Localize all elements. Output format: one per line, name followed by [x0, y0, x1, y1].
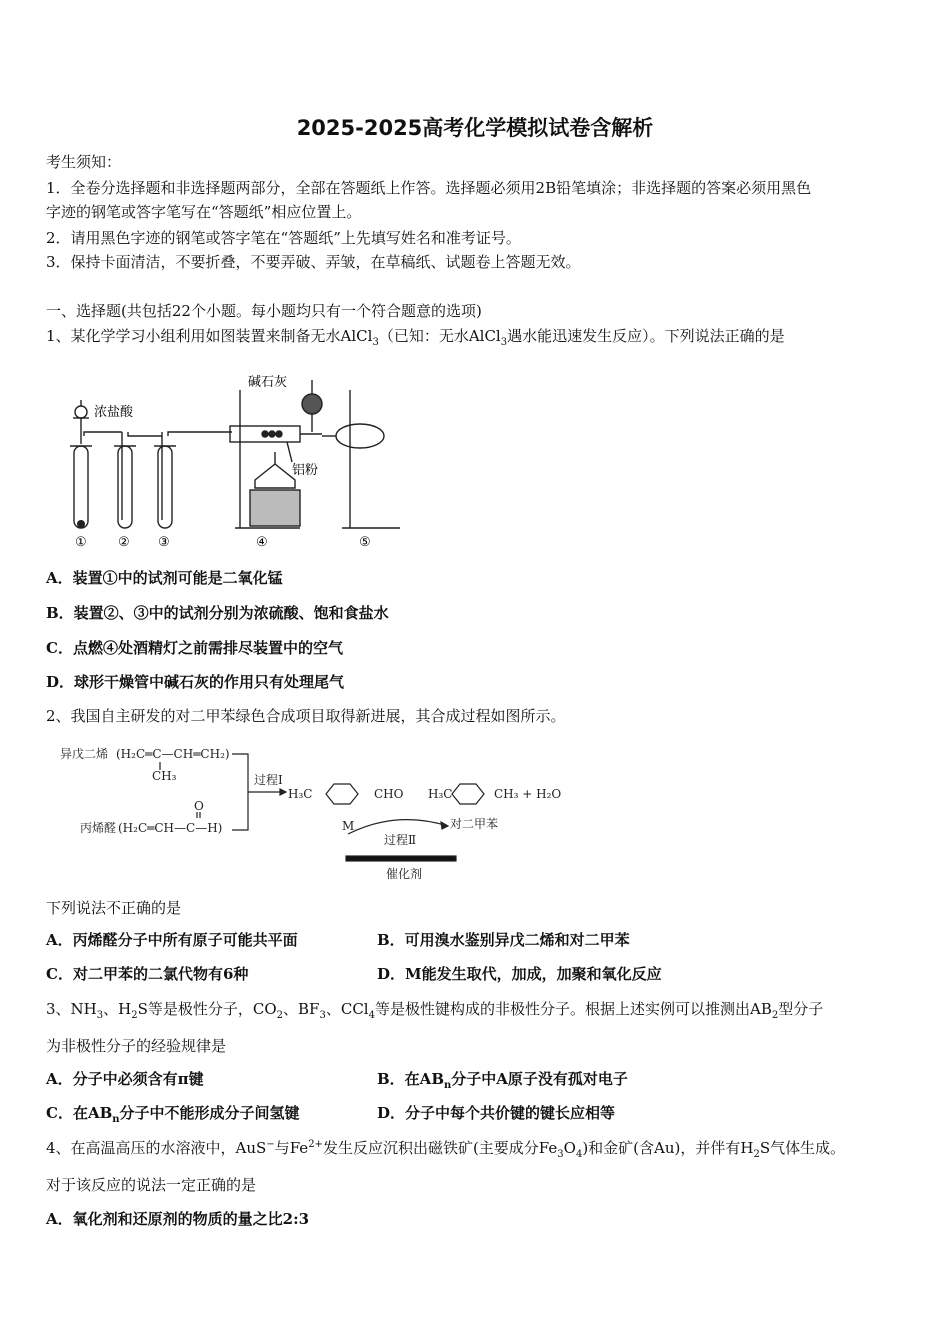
apparatus-number: ⑤: [359, 535, 371, 550]
cho-group: CHO: [374, 787, 404, 801]
question-1-stem: 1、某化学学习小组利用如图装置来制备无水AlCl$_3$（已知：无水AlCl$_3$遇水能迅速发生反应）。下列说法正确的是: [46, 327, 785, 348]
question-2-option-c: C．对二甲苯的二氯代物有6种: [46, 965, 249, 983]
notice-heading: 考生须知：: [46, 153, 122, 171]
question-3-option-d: D．分子中每个共价键的键长应相等: [377, 1104, 616, 1122]
notice-item: 3．保持卡面清洁，不要折叠，不要弄破、弄皱，在草稿纸、试题卷上答题无效。: [46, 253, 581, 271]
h3c-left: H₃C: [288, 787, 313, 801]
question-1-option-b: B．装置②、③中的试剂分别为浓硫酸、饱和食盐水: [46, 604, 389, 622]
h3c-right: H₃C: [428, 787, 453, 801]
question-4-option-a: A．氧化剂和还原剂的物质的量之比2:3: [46, 1210, 310, 1228]
question-3-option-c: C．在$AB_n$分子中不能形成分子间氢键: [46, 1104, 300, 1125]
acid-label: 浓盐酸: [94, 405, 134, 420]
question-3-option-a: A．分子中必须含有π键: [46, 1070, 204, 1088]
ch3-h2o: CH₃ + H₂O: [494, 787, 562, 801]
acrolein-o: O: [194, 799, 204, 813]
question-3-stem: 3、$NH_3$、$H_2S$等是极性分子，$CO_2$、$BF_3$、CCl$_4$等是极性键构成的非极性分子。根据上述实例可以推测出$AB_2$型分子: [46, 1000, 824, 1021]
section-heading: 一、选择题(共包括22个小题。每小题均只有一个符合题意的选项): [46, 302, 482, 320]
acrolein-formula: (H₂C═CH—C—H): [118, 821, 223, 835]
isoprene-methyl: CH₃: [152, 769, 177, 783]
notice-item: 1．全卷分选择题和非选择题两部分，全部在答题纸上作答。选择题必须用2B铅笔填涂；非选择题的答案必须用黑色: [46, 179, 812, 197]
page-title: 2025-2025高考化学模拟试卷含解析: [296, 116, 654, 140]
product-label: 对二甲苯: [450, 817, 499, 831]
apparatus-number: ③: [158, 535, 170, 550]
al-powder-label: 铝粉: [292, 463, 319, 478]
question-4-stem: 4、在高温高压的水溶液中，AuS−与$Fe^{2+}$发生反应沉积出磁铁矿(主要成分$Fe_3O_4$)和金矿(含Au)，并伴有$H_2S$气体生成。: [46, 1139, 846, 1160]
question-2-option-d: D．M能发生取代，加成，加聚和氧化反应: [377, 965, 662, 983]
residue-mark: [77, 520, 85, 528]
question-1-option-c: C．点燃④处酒精灯之前需排尽装置中的空气: [46, 639, 343, 657]
question-3-option-b: B．在$AB_n$分子中A原子没有孤对电子: [377, 1070, 628, 1091]
question-2-stem: 2、我国自主研发的对二甲苯绿色合成项目取得新进展，其合成过程如图所示。: [46, 707, 566, 725]
question-4-stem-line2: 对于该反应的说法一定正确的是: [46, 1176, 257, 1194]
apparatus-number: ②: [118, 535, 130, 550]
notice-item: 2．请用黑色字迹的钢笔或答字笔在“答题纸”上先填写姓名和准考证号。: [46, 229, 521, 247]
isoprene-formula: (H₂C═C—CH═CH₂): [116, 747, 230, 761]
question-2-prompt: 下列说法不正确的是: [46, 899, 182, 917]
synthesis-figure: [56, 740, 566, 882]
question-2-option-b: B．可用溴水鉴别异戊二烯和对二甲苯: [377, 931, 630, 949]
question-1-option-d: D．球形干燥管中碱石灰的作用只有处理尾气: [46, 673, 345, 691]
question-2-option-a: A．丙烯醛分子中所有原子可能共平面: [46, 931, 298, 949]
m-label: M: [342, 819, 355, 833]
process-2: 过程Ⅱ: [384, 833, 417, 847]
acrolein-label: 丙烯醛: [80, 821, 117, 835]
apparatus-figure: [60, 370, 410, 552]
catalyst-label: 催化剂: [386, 867, 423, 881]
isoprene-label: 异戊二烯: [60, 747, 109, 761]
sodalime-label: 碱石灰: [248, 375, 288, 390]
apparatus-number: ④: [256, 535, 268, 550]
question-1-option-a: A．装置①中的试剂可能是二氧化锰: [46, 569, 283, 587]
process-1: 过程Ⅰ: [254, 773, 283, 787]
question-3-stem-line2: 为非极性分子的经验规律是: [46, 1037, 227, 1055]
notice-item: 字迹的钢笔或答字笔写在“答题纸”相应位置上。: [46, 203, 362, 221]
apparatus-number: ①: [75, 535, 87, 550]
